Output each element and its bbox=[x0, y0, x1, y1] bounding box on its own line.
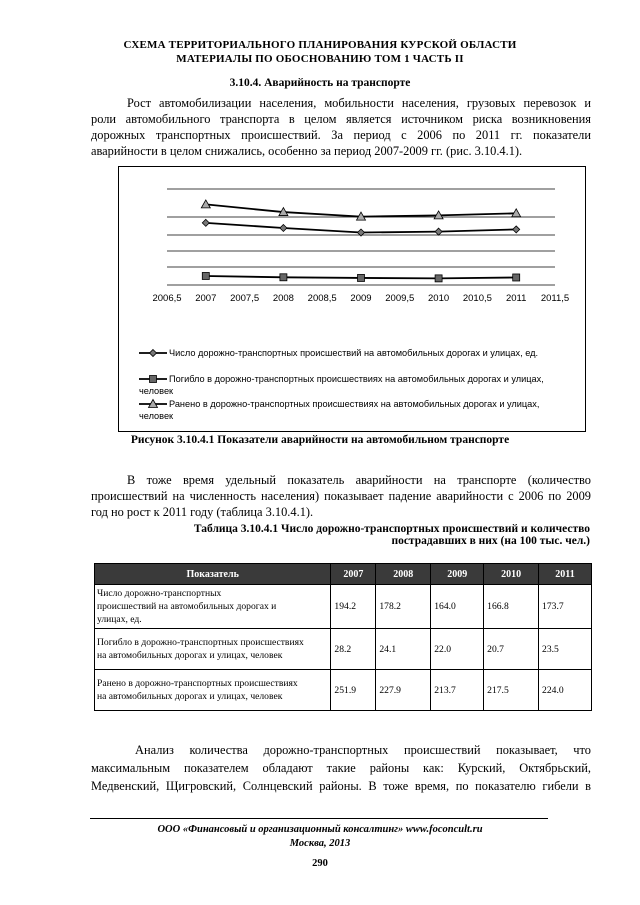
table-row-label-line: улицах, ед. bbox=[97, 614, 142, 625]
table-caption-line: пострадавших в них (на 100 тыс. чел.) bbox=[391, 535, 590, 547]
table-cell: 22.0 bbox=[431, 629, 484, 670]
chart-data-point bbox=[513, 274, 520, 281]
chart-x-tick-label: 2010,5 bbox=[462, 293, 492, 304]
chart-data-point bbox=[435, 275, 442, 282]
figure-caption: Рисунок 3.10.4.1 Показатели аварийности на автомобильном транспорте bbox=[130, 434, 510, 446]
table-cell: 178.2 bbox=[376, 585, 431, 629]
table-header-cell: 2007 bbox=[331, 564, 376, 585]
table-cell: 217.5 bbox=[484, 670, 539, 711]
chart-legend-label-continuation: человек bbox=[139, 411, 174, 421]
paragraph-2-line: В тоже время удельный показатель аварийности на транспорте (количество bbox=[127, 473, 591, 487]
table-row-label-line: Погибло в дорожно-транспортных происшествиях bbox=[97, 637, 304, 648]
table-row-label-line: Число дорожно-транспортных bbox=[97, 588, 222, 599]
chart-legend-marker bbox=[150, 350, 157, 357]
section-title: 3.10.4. Аварийность на транспорте bbox=[229, 77, 411, 89]
document-header-title: СХЕМА ТЕРРИТОРИАЛЬНОГО ПЛАНИРОВАНИЯ КУРСКОЙ ОБЛАСТИ bbox=[123, 39, 517, 51]
chart-x-tick-label: 2010 bbox=[428, 293, 450, 304]
chart-legend-marker bbox=[150, 376, 157, 383]
table-header-cell: 2008 bbox=[376, 564, 431, 585]
table-cell: 251.9 bbox=[331, 670, 376, 711]
table-row-label-line: на автомобильных дорогах и улицах, человек bbox=[97, 691, 283, 702]
table-row bbox=[95, 585, 592, 629]
table-header-cell: 2009 bbox=[431, 564, 484, 585]
footer-company: ООО «Финансовый и организационный консалтинг» www.foconcult.ru bbox=[157, 824, 483, 835]
chart-series bbox=[201, 200, 520, 282]
chart-x-tick-label: 2007 bbox=[195, 293, 217, 304]
chart-legend-label: Число дорожно-транспортных происшествий на автомобильных дорогах и улицах, ед. bbox=[169, 348, 539, 358]
table-row-label bbox=[95, 670, 331, 711]
chart-gridlines bbox=[167, 189, 555, 285]
paragraph-2-line: происшествий на численность населения) показывает падение аварийности с 2006 по 2009 bbox=[91, 489, 591, 503]
table-cell: 28.2 bbox=[331, 629, 376, 670]
chart-legend-label: Ранено в дорожно-транспортных происшествиях на автомобильных дорогах и улицах, bbox=[169, 399, 540, 409]
chart-data-point bbox=[358, 274, 365, 281]
chart-data-point bbox=[202, 272, 209, 279]
chart-x-tick-label: 2006,5 bbox=[152, 293, 182, 304]
paragraph-3-line: Анализ количества дорожно-транспортных происшествий показывает, что bbox=[135, 743, 591, 757]
table-row-label bbox=[95, 585, 331, 629]
chart-frame bbox=[118, 166, 586, 432]
paragraph-1-line: Рост автомобилизации населения, мобильности населения, грузовых перевозок и bbox=[127, 96, 591, 110]
table-cell: 224.0 bbox=[539, 670, 592, 711]
table-cell: 20.7 bbox=[484, 629, 539, 670]
paragraph-1-line: роли автомобильного транспорта в целом является источником риска возникновения bbox=[91, 112, 591, 126]
chart-legend-label-continuation: человек bbox=[139, 386, 174, 396]
paragraph-2-line: год но рост к 2011 году (таблица 3.10.4.1). bbox=[91, 505, 314, 519]
chart-x-axis bbox=[152, 293, 569, 304]
paragraph-1 bbox=[91, 95, 591, 159]
accident-line-chart bbox=[119, 167, 585, 431]
chart-x-tick-label: 2009,5 bbox=[385, 293, 415, 304]
page-number: 290 bbox=[312, 858, 328, 869]
chart-x-tick-label: 2011 bbox=[505, 293, 527, 304]
paragraph-3 bbox=[91, 741, 591, 795]
table-header-cell: 2010 bbox=[484, 564, 539, 585]
chart-data-point bbox=[435, 228, 442, 235]
paragraph-2 bbox=[91, 472, 591, 520]
table-cell: 213.7 bbox=[431, 670, 484, 711]
chart-x-tick-label: 2011,5 bbox=[540, 293, 570, 304]
table-header-cell: Показатель bbox=[95, 564, 331, 585]
table-caption-line: Таблица 3.10.4.1 Число дорожно-транспортных происшествий и количество bbox=[193, 523, 590, 535]
chart-x-tick-label: 2007,5 bbox=[230, 293, 260, 304]
chart-x-tick-label: 2008,5 bbox=[307, 293, 337, 304]
chart-data-point bbox=[202, 219, 209, 226]
table-cell: 166.8 bbox=[484, 585, 539, 629]
footer-city-year: Москва, 2013 bbox=[289, 838, 351, 849]
paragraph-1-line: аварийности в целом снижались, особенно за период 2007-2009 гг. (рис. 3.10.4.1). bbox=[91, 144, 523, 158]
table-row bbox=[95, 670, 592, 711]
table-cell: 227.9 bbox=[376, 670, 431, 711]
table-header-row bbox=[95, 564, 592, 585]
table-cell: 164.0 bbox=[431, 585, 484, 629]
chart-data-point bbox=[280, 224, 287, 231]
chart-legend bbox=[139, 348, 544, 421]
paragraph-1-line: дорожных транспортных происшествий. За период с 2006 по 2011 гг. показатели bbox=[91, 128, 591, 142]
chart-data-point bbox=[513, 226, 520, 233]
document-header-subtitle: МАТЕРИАЛЫ ПО ОБОСНОВАНИЮ ТОМ 1 ЧАСТЬ II bbox=[176, 53, 464, 65]
table-row-label-line: происшествий на автомобильных дорогах и bbox=[97, 601, 277, 612]
table-row bbox=[95, 629, 592, 670]
table-header-cell: 2011 bbox=[539, 564, 592, 585]
table-cell: 194.2 bbox=[331, 585, 376, 629]
table-row-label bbox=[95, 629, 331, 670]
chart-data-point bbox=[280, 274, 287, 281]
paragraph-3-line: Медвенский, Щигровский, Солнцевский районы. В тоже время, по показателю гибели в bbox=[91, 779, 591, 793]
table-cell: 173.7 bbox=[539, 585, 592, 629]
table-cell: 23.5 bbox=[539, 629, 592, 670]
paragraph-3-line: максимальным показателем обладают такие районы как: Курский, Октябрьский, bbox=[91, 761, 591, 775]
table-caption bbox=[194, 523, 590, 547]
footer-divider bbox=[90, 818, 548, 819]
table-row-label-line: на автомобильных дорогах и улицах, человек bbox=[97, 650, 283, 661]
chart-x-tick-label: 2009 bbox=[350, 293, 372, 304]
chart-legend-label: Погибло в дорожно-транспортных происшествиях на автомобильных дорогах и улицах, bbox=[169, 374, 544, 384]
table-row-label-line: Ранено в дорожно-транспортных происшествиях bbox=[97, 678, 298, 689]
table-cell: 24.1 bbox=[376, 629, 431, 670]
accident-statistics-table bbox=[94, 563, 592, 711]
chart-x-tick-label: 2008 bbox=[272, 293, 294, 304]
